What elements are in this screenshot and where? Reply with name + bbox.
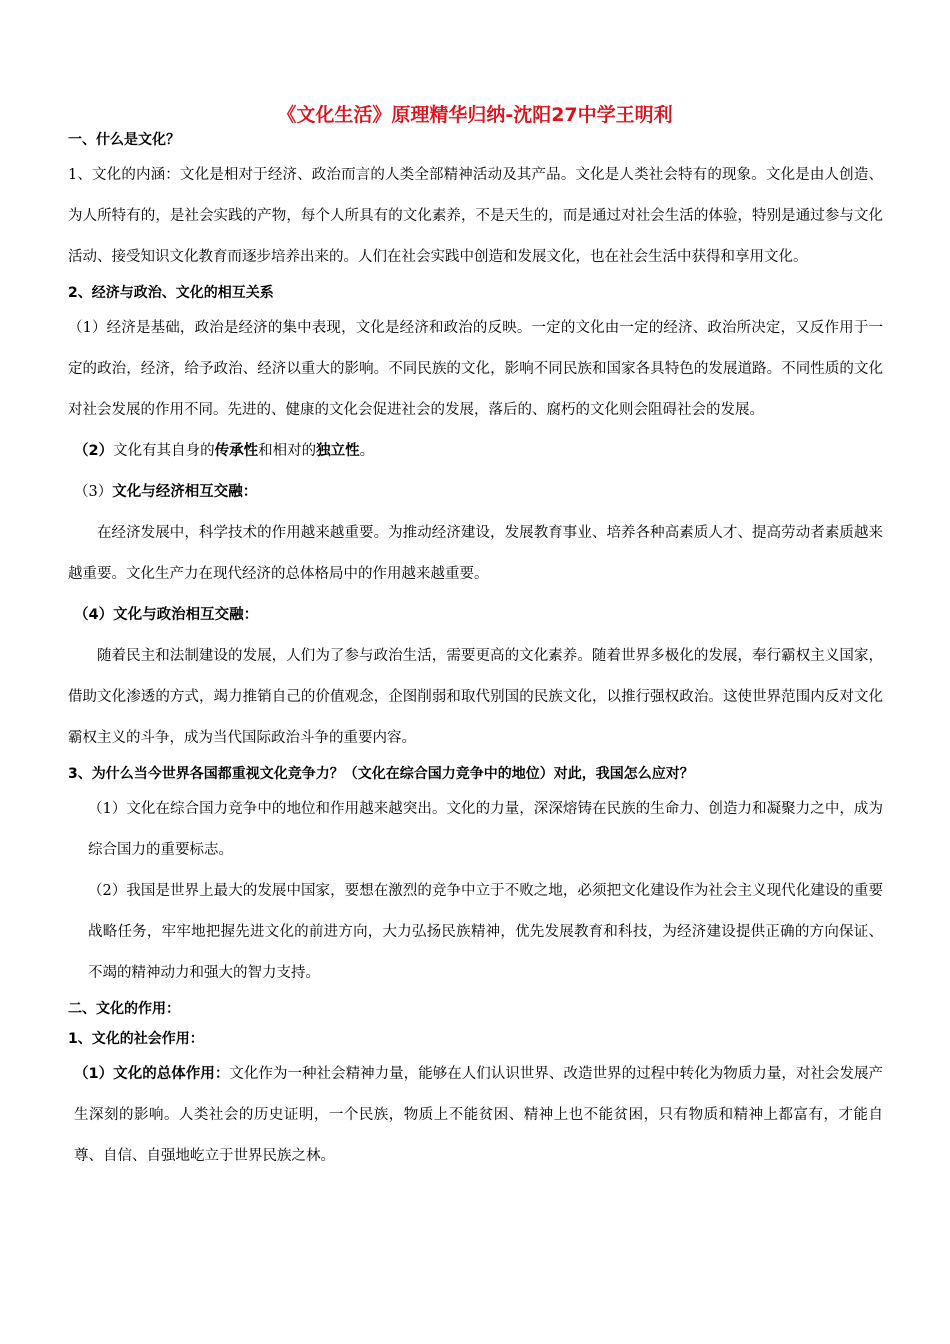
heading-economy-politics-culture: 2、经济与政治、文化的相互关系 — [68, 285, 274, 301]
paragraph-competitiveness-2: （2）我国是世界上最大的发展中国家，要想在激烈的竞争中立于不败之地，必须把文化建设作为社会主义现代化建设的重要战略任务，牢牢地把握先进文化的前进方向，大力弘扬民族精神，优先发展教育和科技，为经济建设提供正确的方向保证、不竭的精神动力和强大的智力支持。 — [88, 883, 883, 981]
section-heading-2: 二、文化的作用： — [68, 1001, 180, 1017]
text-fragment: 。 — [359, 443, 375, 459]
text-fragment: 和相对的 — [258, 443, 317, 459]
heading-cultural-competitiveness: 3、为什么当今世界各国都重视文化竞争力？（文化在综合国力竞争中的地位）对此，我国怎么应对？ — [68, 766, 694, 782]
paragraph-overall-role — [68, 1054, 883, 1177]
paragraph-relationship-1: （1）经济是基础，政治是经济的集中表现，文化是经济和政治的反映。一定的文化由一定的经济、政治所决定，又反作用于一定的政治，经济，给予政治、经济以重大的影响。不同民族的文化，影响不同民族和国家各具特色的发展道路。不同性质的文化对社会发展的作用不同。先进的、健康的文化会促进社会的发展，落后的、腐朽的文化则会阻碍社会的发展。 — [68, 320, 883, 418]
heading-social-role: 1、文化的社会作用： — [68, 1031, 204, 1047]
paragraph-competitiveness-1: （1）文化在综合国力竞争中的地位和作用越来越突出。文化的力量，深深熔铸在民族的生命力、创造力和凝聚力之中，成为综合国力的重要标志。 — [88, 801, 883, 858]
item-number: （3） — [74, 484, 113, 500]
item-number: （2） — [74, 443, 114, 459]
bold-term-inheritance: 传承性 — [214, 443, 259, 459]
subheading-culture-economy — [68, 472, 883, 513]
paragraph-relationship-2 — [68, 431, 883, 472]
document-body — [68, 125, 883, 1177]
bold-term-independence: 独立性 — [316, 443, 360, 459]
subheading-culture-politics: （4）文化与政治相互交融： — [74, 607, 259, 623]
paragraph-culture-politics: 随着民主和法制建设的发展，人们为了参与政治生活，需要更高的文化素养。随着世界多极化的发展，奉行霸权主义国家，借助文化渗透的方式，竭力推销自己的价值观念，企图削弱和取代别国的民族文化，以推行强权政治。这使世界范围内反对文化霸权主义的斗争，成为当代国际政治斗争的重要内容。 — [68, 648, 883, 746]
text-fragment: 文化有其自身的 — [113, 443, 215, 459]
section-heading-1: 一、什么是文化？ — [68, 132, 180, 148]
document-title: 《文化生活》原理精华归纳-沈阳27中学王明利 — [277, 104, 673, 126]
bold-lead: （1）文化的总体作用： — [74, 1066, 230, 1082]
paragraph-culture-economy: 在经济发展中，科学技术的作用越来越重要。为推动经济建设，发展教育事业、培养各种高素质人才、提高劳动者素质越来越重要。文化生产力在现代经济的总体格局中的作用越来越重要。 — [68, 525, 883, 582]
paragraph-culture-definition: 1、文化的内涵：文化是相对于经济、政治而言的人类全部精神活动及其产品。文化是人类社会特有的现象。文化是由人创造、为人所特有的，是社会实践的产物，每个人所具有的文化素养，不是天生的，而是通过对社会生活的体验，特别是通过参与文化活动、接受知识文化教育而逐步培养出来的。人们在社会实践中创造和发展文化，也在社会生活中获得和享用文化。 — [68, 167, 883, 265]
subheading-text: 文化与经济相互交融： — [112, 484, 258, 500]
text-fragment: 文化作为一种社会精神力量，能够在人们认识世界、改造世界的过程中转化为物质力量，对社会发展产生深刻的影响。人类社会的历史证明，一个民族，物质上不能贫困、精神上也不能贫困，只有物质和精神上都富有，才能自尊、自信、自强地屹立于世界民族之林。 — [74, 1066, 883, 1164]
